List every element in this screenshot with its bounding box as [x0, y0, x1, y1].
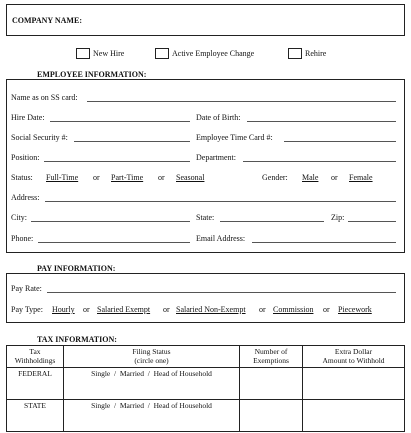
phone-label: Phone:: [11, 234, 34, 243]
status-part-time[interactable]: Part-Time: [111, 173, 144, 182]
company-name-field[interactable]: [89, 25, 394, 26]
federal-exemptions-cell[interactable]: [240, 368, 303, 400]
gender-label: Gender:: [262, 173, 288, 182]
tax-table-header-row: [7, 346, 405, 368]
pay-info-heading: PAY INFORMATION:: [37, 264, 116, 273]
new-hire-label: New Hire: [93, 49, 125, 58]
hire-date-label: Hire Date:: [11, 113, 45, 122]
dob-field[interactable]: [247, 121, 396, 122]
status-seasonal[interactable]: Seasonal: [176, 173, 205, 182]
gender-male[interactable]: Male: [302, 173, 319, 182]
zip-field[interactable]: [348, 221, 396, 222]
status-full-time[interactable]: Full-Time: [46, 173, 79, 182]
employee-info-heading: EMPLOYEE INFORMATION:: [37, 70, 147, 79]
header-extra-dollar-amount: Extra Dollar Amount to Withhold: [303, 346, 405, 368]
table-row: [7, 368, 405, 400]
active-employee-change-checkbox[interactable]: [155, 48, 169, 59]
pay-type-commission[interactable]: Commission: [273, 305, 314, 314]
time-card-field[interactable]: [284, 141, 396, 142]
pay-type-or-1: or: [83, 305, 90, 314]
state-field[interactable]: [220, 221, 324, 222]
header-number-of-exemptions: Number of Exemptions: [240, 346, 303, 368]
state-tax-label: STATE: [7, 400, 64, 432]
tax-info-heading: TAX INFORMATION:: [37, 335, 117, 344]
email-field[interactable]: [252, 242, 396, 243]
rehire-checkbox[interactable]: [288, 48, 302, 59]
zip-label: Zip:: [331, 213, 345, 222]
rehire-label: Rehire: [305, 49, 327, 58]
email-label: Email Address:: [196, 234, 246, 243]
company-name-box: [6, 4, 405, 36]
name-field[interactable]: [87, 101, 396, 102]
state-label: State:: [196, 213, 215, 222]
pay-type-or-4: or: [323, 305, 330, 314]
position-label: Position:: [11, 153, 40, 162]
tax-table: [6, 345, 405, 432]
department-label: Department:: [196, 153, 236, 162]
pay-type-or-2: or: [163, 305, 170, 314]
position-field[interactable]: [44, 161, 190, 162]
ssn-field[interactable]: [74, 141, 190, 142]
hire-date-field[interactable]: [50, 121, 190, 122]
company-name-label: COMPANY NAME:: [12, 16, 82, 25]
department-field[interactable]: [243, 161, 396, 162]
phone-field[interactable]: [38, 242, 190, 243]
header-filing-status: Filing Status (circle one): [64, 346, 240, 368]
city-field[interactable]: [31, 221, 190, 222]
address-field[interactable]: [45, 201, 396, 202]
gender-female[interactable]: Female: [349, 173, 373, 182]
table-row: [7, 400, 405, 432]
state-extra-amount-cell[interactable]: [303, 400, 405, 432]
name-label: Name as on SS card:: [11, 93, 78, 102]
gender-or: or: [331, 173, 338, 182]
federal-label: FEDERAL: [7, 368, 64, 400]
header-tax-withholdings: Tax Withholdings: [7, 346, 64, 368]
federal-filing-status[interactable]: Single / Married / Head of Household: [64, 368, 240, 400]
status-or-2: or: [158, 173, 165, 182]
employee-info-box: [6, 79, 405, 253]
pay-rate-label: Pay Rate:: [11, 284, 42, 293]
address-label: Address:: [11, 193, 40, 202]
status-or-1: or: [93, 173, 100, 182]
pay-type-label: Pay Type:: [11, 305, 43, 314]
pay-type-or-3: or: [259, 305, 266, 314]
federal-extra-amount-cell[interactable]: [303, 368, 405, 400]
new-hire-checkbox[interactable]: [76, 48, 90, 59]
pay-type-salaried-non-exempt[interactable]: Salaried Non-Exempt: [176, 305, 246, 314]
city-label: City:: [11, 213, 28, 222]
pay-type-hourly[interactable]: Hourly: [52, 305, 75, 314]
pay-rate-field[interactable]: [47, 292, 396, 293]
pay-type-salaried-exempt[interactable]: Salaried Exempt: [97, 305, 151, 314]
state-filing-status[interactable]: Single / Married / Head of Household: [64, 400, 240, 432]
state-exemptions-cell[interactable]: [240, 400, 303, 432]
pay-info-box: [6, 273, 405, 323]
dob-label: Date of Birth:: [196, 113, 241, 122]
status-label: Status:: [11, 173, 33, 182]
active-employee-change-label: Active Employee Change: [172, 49, 255, 58]
time-card-label: Employee Time Card #:: [196, 133, 273, 142]
ssn-label: Social Security #:: [11, 133, 68, 142]
pay-type-piecework[interactable]: Piecework: [338, 305, 372, 314]
